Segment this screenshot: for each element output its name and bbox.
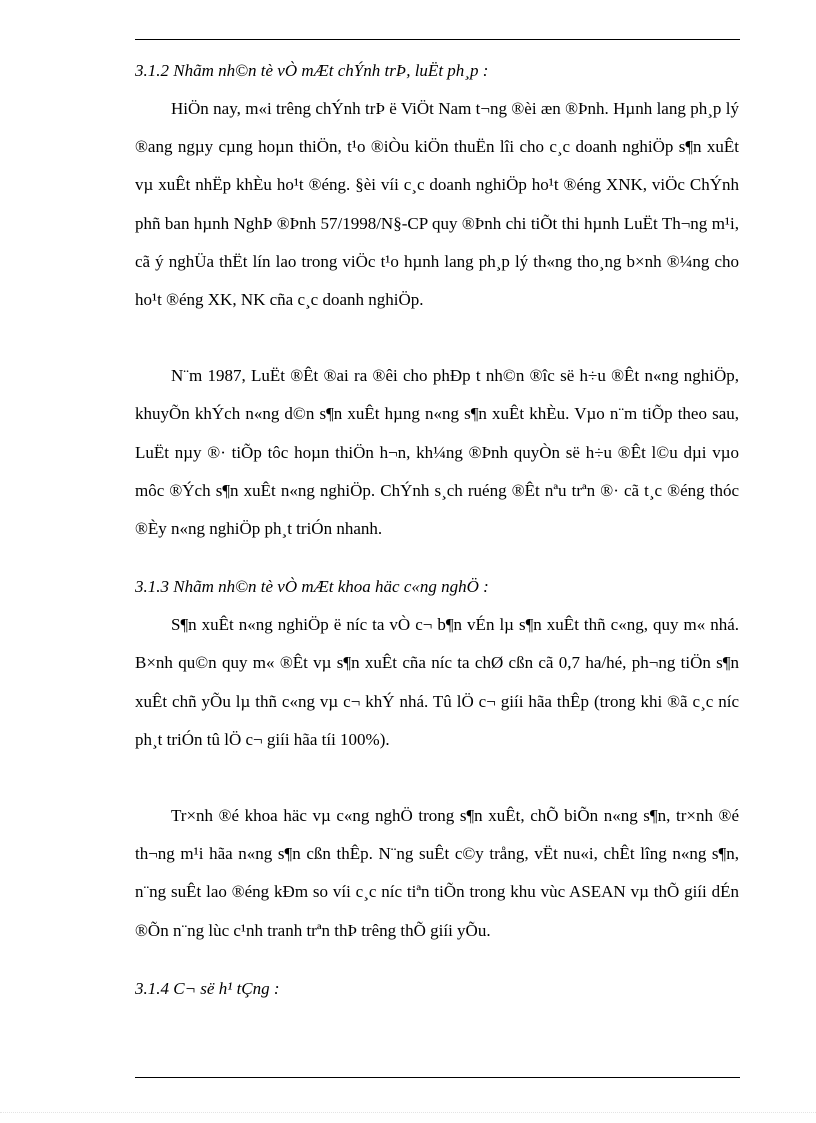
header-rule	[135, 39, 740, 40]
paragraph-spacer	[135, 319, 739, 357]
section-heading-3-1-4: 3.1.4 C¬ së h¹ tÇng :	[135, 978, 280, 998]
page-boundary	[0, 1112, 816, 1113]
paragraph-political-environment: HiÖn nay, m«i trêng chÝnh trÞ ë ViÖt Nam t¬ng ®èi æn ®Þnh. Hµnh lang ph¸p lý ®ang ngµy cµng hoµn thiÖn, t¹o ®iÒu kiÖn thuËn lîi cho c¸c doanh nghiÖp s¶n xuÊt vµ xuÊt nhËp khÈu ho¹t ®éng. §èi víi c¸c doanh nghiÖp ho¹t ®éng XNK, viÖc ChÝnh phñ ban hµnh NghÞ ®Þnh 57/1998/N§-CP quy ®Þnh chi tiÕt thi hµnh LuËt Th¬ng m¹i, cã ý nghÜa thËt lín lao trong viÖc t¹o hµnh lang ph¸p lý th«ng tho¸ng b×nh ®¼ng cho ho¹t ®éng XK, NK cña c¸c doanh nghiÖp.	[135, 99, 739, 310]
section-spacer	[135, 548, 739, 568]
paragraph-technology-level: Tr×nh ®é khoa häc vµ c«ng nghÖ trong s¶n xuÊt, chÕ biÕn n«ng s¶n, tr×nh ®é th¬ng m¹i hãa n«ng s¶n cßn thÊp. N¨ng suÊt c©y trång, vËt nu«i, chÊt lîng n«ng s¶n, n¨ng suÊt lao ®éng kÐm so víi c¸c níc tiªn tiÕn trong khu vùc ASEAN vµ thÕ giíi dÉn ®Õn n¨ng lùc c¹nh tranh trªn thÞ trêng thÕ giíi yÕu.	[135, 806, 739, 940]
document-body	[135, 52, 739, 1008]
footer-rule	[135, 1077, 740, 1078]
section-heading-3-1-3: 3.1.3 Nhãm nh©n tè vÒ mÆt khoa häc c«ng nghÖ :	[135, 577, 489, 597]
section-spacer	[135, 950, 739, 970]
section-heading-3-1-2: 3.1.2 Nhãm nh©n tè vÒ mÆt chÝnh trÞ, luËt ph¸p :	[135, 61, 489, 80]
paragraph-spacer	[135, 759, 739, 797]
paragraph-agricultural-production: S¶n xuÊt n«ng nghiÖp ë níc ta vÒ c¬ b¶n vÉn lµ s¶n xuÊt thñ c«ng, quy m« nhá. B×nh qu©n quy m« ®Êt vµ s¶n xuÊt cña níc ta chØ cßn cã 0,7 ha/hé, ph¬ng tiÖn s¶n xuÊt chñ yÕu lµ thñ c«ng vµ c¬ khÝ nhá. Tû lÖ c¬ giíi hãa thÊp (trong khi ®ã c¸c níc ph¸t triÓn tû lÖ c¬ giíi hãa tíi 100%).	[135, 615, 739, 749]
paragraph-land-law: N¨m 1987, LuËt ®Êt ®ai ra ®êi cho phÐp t nh©n ®îc së h÷u ®Êt n«ng nghiÖp, khuyÕn khÝch n«ng d©n s¶n xuÊt hµng n«ng s¶n xuÊt khÈu. Vµo n¨m tiÕp theo sau, LuËt nµy ®· tiÕp tôc hoµn thiÖn h¬n, kh¼ng ®Þnh quyÒn së h÷u ®Êt l©u dµi vµo môc ®Ých s¶n xuÊt n«ng nghiÖp. ChÝnh s¸ch ruéng ®Êt nªu trªn ®· cã t¸c ®éng thóc ®Èy n«ng nghiÖp ph¸t triÓn nhanh.	[135, 366, 739, 539]
